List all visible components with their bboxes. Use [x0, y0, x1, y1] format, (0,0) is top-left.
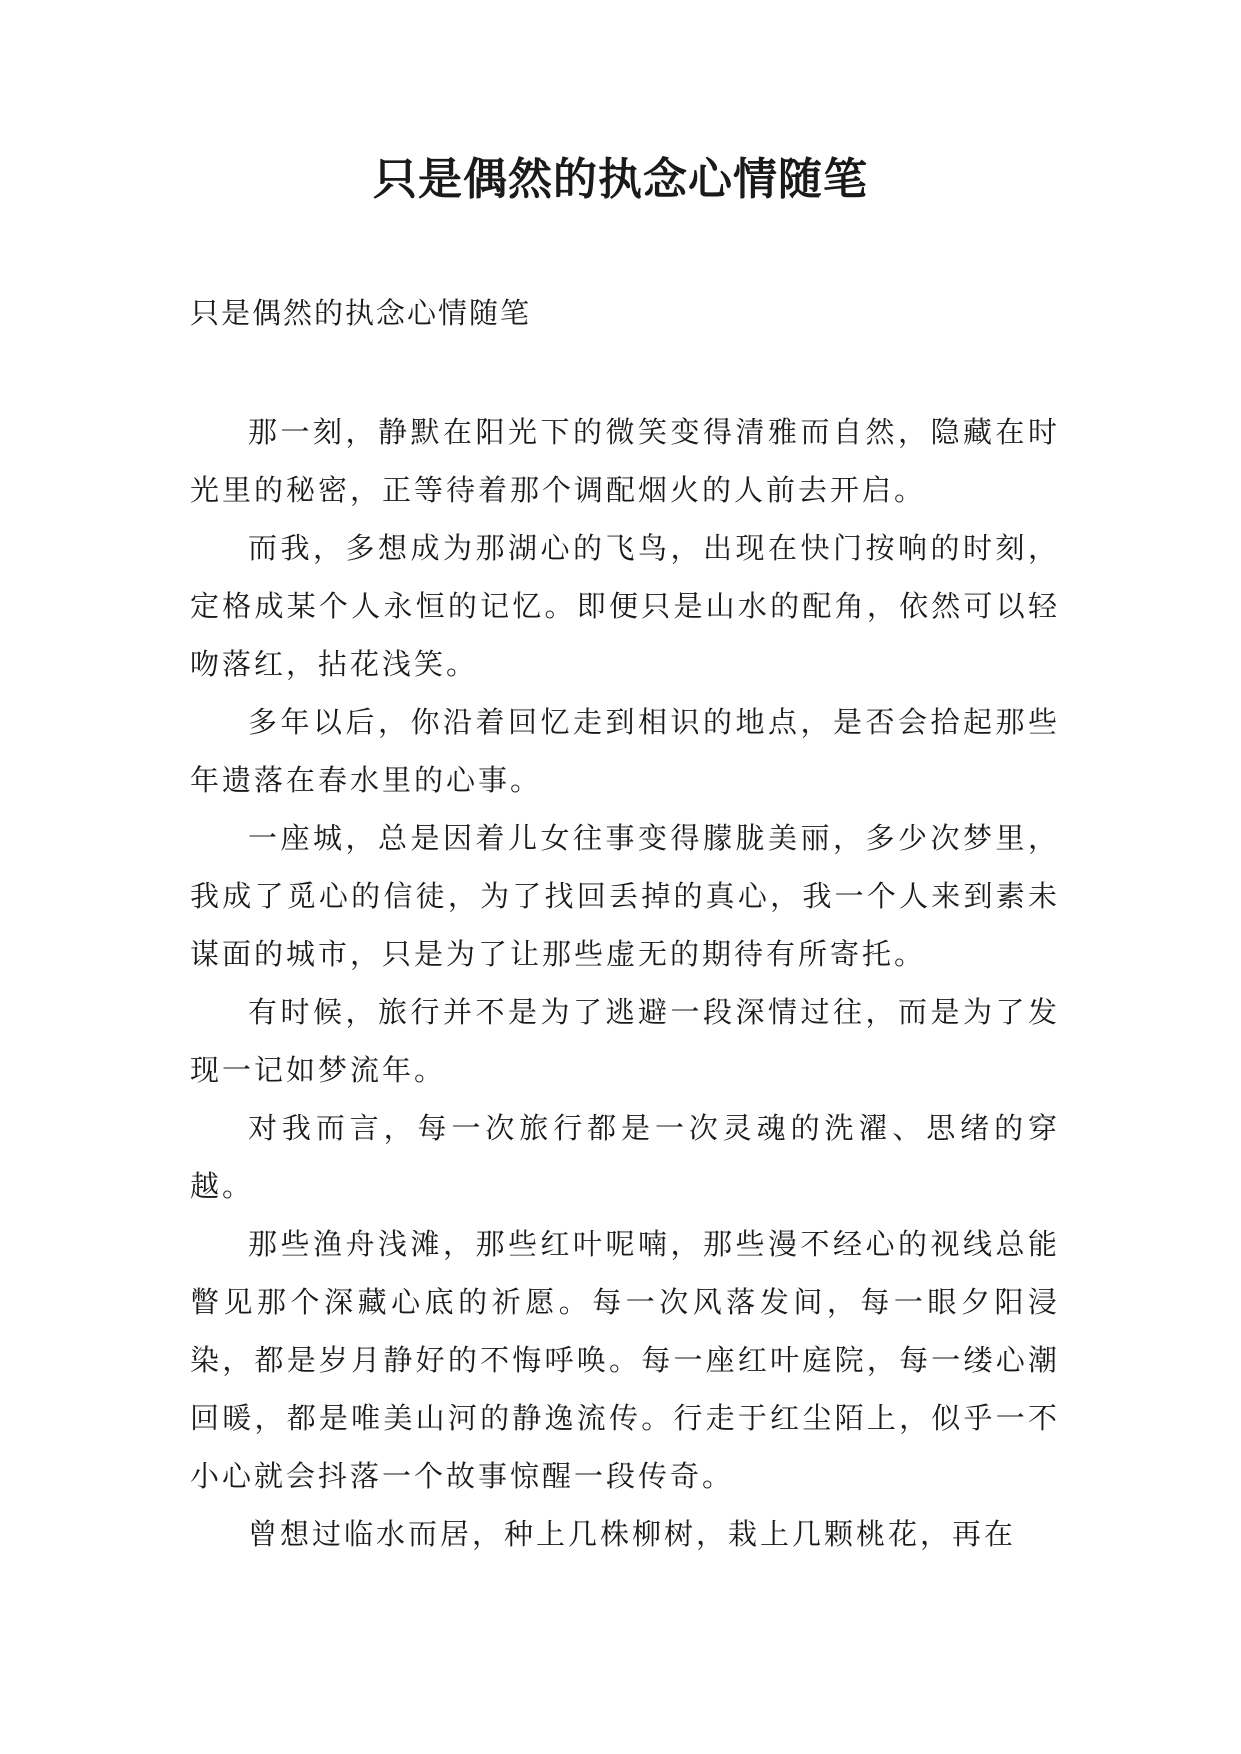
document-body: [190, 403, 1060, 1563]
paragraph: 那一刻，静默在阳光下的微笑变得清雅而自然，隐藏在时光里的秘密，正等待着那个调配烟火的人前去开启。: [190, 415, 1060, 507]
paragraph: 有时候，旅行并不是为了逃避一段深情过往，而是为了发现一记如梦流年。: [190, 995, 1060, 1087]
paragraph: 一座城，总是因着儿女往事变得朦胧美丽，多少次梦里，我成了觅心的信徒，为了找回丢掉的真心，我一个人来到素未谋面的城市，只是为了让那些虚无的期待有所寄托。: [190, 821, 1060, 971]
paragraph: 对我而言，每一次旅行都是一次灵魂的洗濯、思绪的穿越。: [190, 1111, 1060, 1203]
paragraph: 而我，多想成为那湖心的飞鸟，出现在快门按响的时刻，定格成某个人永恒的记忆。即便只是山水的配角，依然可以轻吻落红，拈花浅笑。: [190, 531, 1060, 681]
paragraph: 多年以后，你沿着回忆走到相识的地点，是否会拾起那些年遗落在春水里的心事。: [190, 705, 1060, 797]
paragraph: 曾想过临水而居，种上几株柳树，栽上几颗桃花，再在: [248, 1517, 1017, 1551]
paragraph: 那些渔舟浅滩，那些红叶呢喃，那些漫不经心的视线总能瞥见那个深藏心底的祈愿。每一次风落发间，每一眼夕阳浸染，都是岁月静好的不悔呼唤。每一座红叶庭院，每一缕心潮回暖，都是唯美山河的静逸流传。行走于红尘陌上，似乎一不小心就会抖落一个故事惊醒一段传奇。: [190, 1227, 1060, 1493]
document-title: 只是偶然的执念心情随笔: [373, 154, 868, 205]
document-subtitle: 只是偶然的执念心情随笔: [190, 296, 532, 330]
